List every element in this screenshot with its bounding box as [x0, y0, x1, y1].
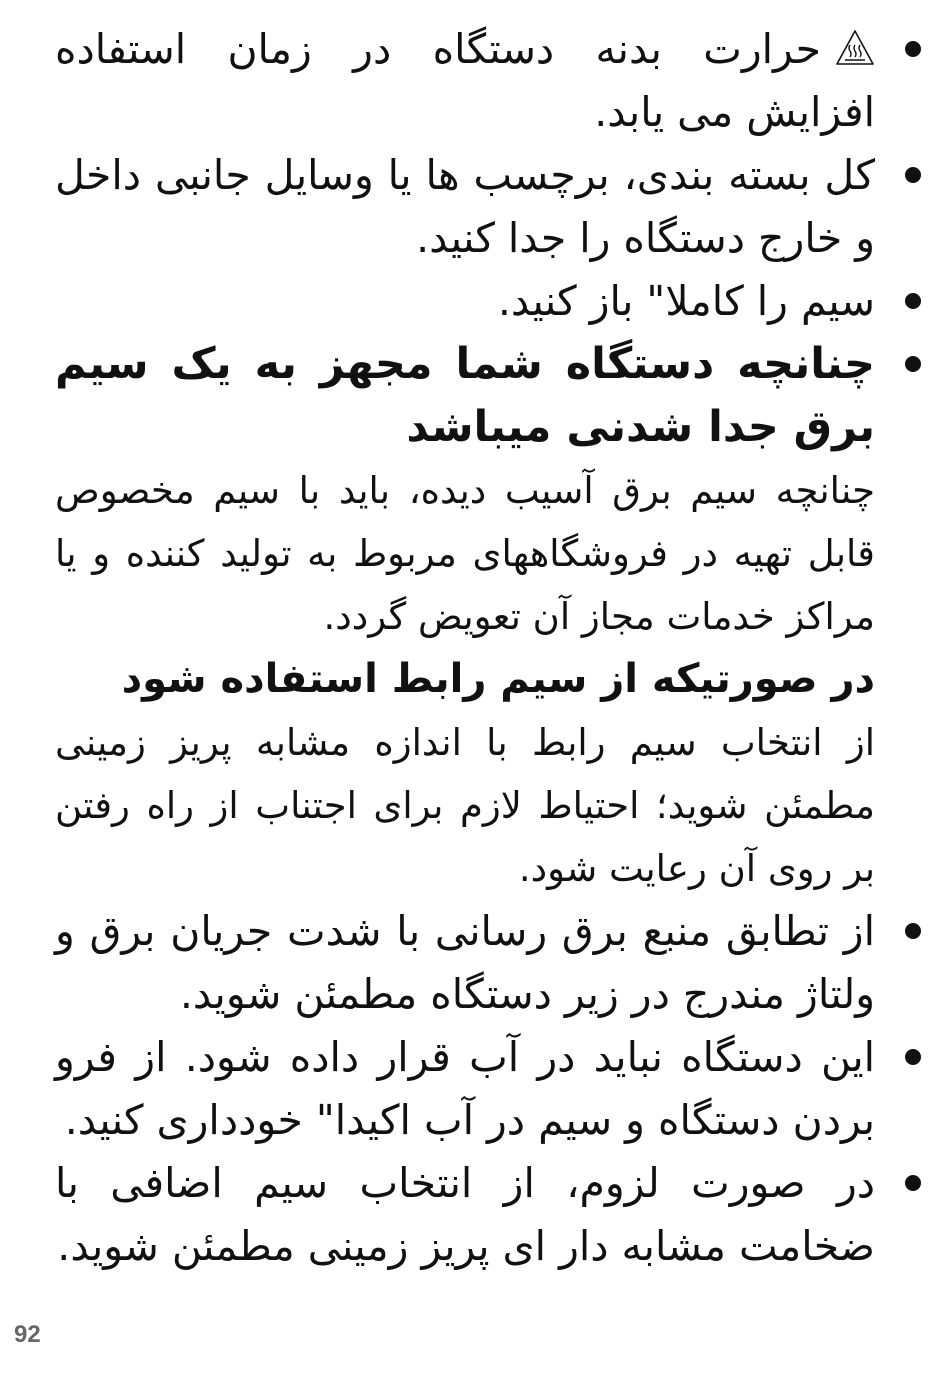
list-item-remove-packaging [55, 144, 925, 270]
list-item-extra-cord [55, 1152, 925, 1278]
hot-surface-warning-icon [835, 29, 875, 67]
instruction-page [55, 18, 925, 1278]
paragraph-extension-cord: از انتخاب سیم رابط با اندازه مشابه پریز زمینی مطمئن شوید؛ احتیاط لازم برای اجتناب از راه رفتن بر روی آن رعایت شود. [55, 721, 875, 890]
bullet-icon [905, 167, 921, 183]
list-item-unwind-cord [55, 270, 925, 333]
list-item-no-water [55, 1026, 925, 1152]
list-item-text: از تطابق منبع برق رسانی با شدت جریان برق و ولتاژ مندرج در زیر دستگاه مطمئن شوید. [55, 907, 875, 1018]
list-item-text: سیم را کاملا" باز کنید. [497, 277, 875, 325]
bullet-icon [905, 293, 921, 309]
bullet-icon [905, 41, 921, 57]
paragraph-damaged-cord: چنانچه سیم برق آسیب دیده، باید با سیم مخصوص قابل تهیه در فروشگاههای مربوط به تولید کننده و یا مراکز خدمات مجاز آن تعویض گردد. [55, 469, 875, 638]
list-item-voltage-check [55, 900, 925, 1026]
bullet-icon [905, 356, 921, 372]
section-heading-text: چنانچه دستگاه شما مجهز به یک سیم برق جدا شدنی میباشد [55, 339, 875, 452]
list-item-detachable-cord-heading [55, 333, 925, 459]
list-item-text: در صورت لزوم، از انتخاب سیم اضافی با ضخامت مشابه دار ای پریز زمینی مطمئن شوید. [55, 1159, 875, 1270]
list-item-text: این دستگاه نباید در آب قرار داده شود. از فرو بردن دستگاه و سیم در آب اکیدا" خودداری کنید. [55, 1033, 875, 1144]
bullet-icon [905, 1175, 921, 1191]
list-item-hot-surface [55, 18, 925, 144]
page-number: 92 [14, 1321, 41, 1348]
bullet-icon [905, 923, 921, 939]
section-heading-extension-cord: در صورتیکه از سیم رابط استفاده شود [121, 656, 875, 702]
list-item-text: کل بسته بندی، برچسب ها یا وسایل جانبی داخل و خارج دستگاه را جدا کنید. [55, 151, 875, 262]
bullet-icon [905, 1049, 921, 1065]
list-item-text: حرارت بدنه دستگاه در زمان استفاده افزایش می یابد. [55, 25, 875, 136]
